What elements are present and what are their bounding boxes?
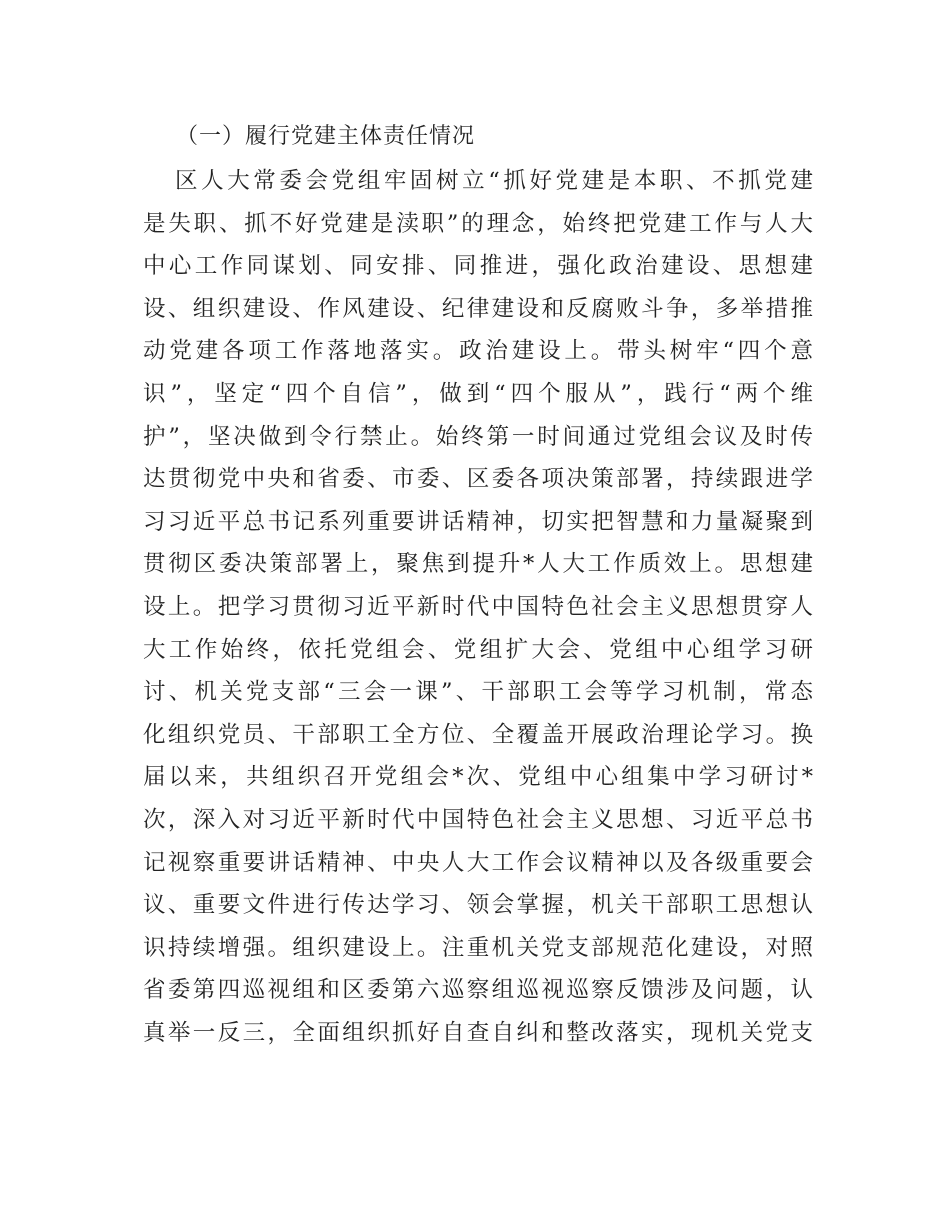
paragraph-line: 设、组织建设、作风建设、纪律建设和反腐败斗争，多举措推 <box>143 295 813 322</box>
paragraph-line: 动党建各项工作落地落实。政治建设上。带头树牢“四个意 <box>143 338 813 365</box>
paragraph-line: 设上。把学习贯彻习近平新时代中国特色社会主义思想贯穿人 <box>143 593 813 620</box>
paragraph-line: 区人大常委会党组牢固树立“抓好党建是本职、不抓党建 <box>175 168 813 194</box>
paragraph-line: 次，深入对习近平新时代中国特色社会主义思想、习近平总书 <box>143 806 813 833</box>
paragraph-line: 中心工作同谋划、同安排、同推进，强化政治建设、思想建 <box>143 253 813 280</box>
paragraph-line: 记视察重要讲话精神、中央人大工作会议精神以及各级重要会 <box>143 849 813 876</box>
paragraph-line: 识持续增强。组织建设上。注重机关党支部规范化建设，对照 <box>143 934 813 961</box>
paragraph-line: 识”，坚定“四个自信”，做到“四个服从”，践行“两个维 <box>143 380 813 407</box>
paragraph-line: 大工作始终，依托党组会、党组扩大会、党组中心组学习研 <box>143 636 813 663</box>
paragraph-line: 真举一反三，全面组织抓好自查自纠和整改落实，现机关党支 <box>143 1019 813 1046</box>
paragraph-line: 议、重要文件进行传达学习、领会掌握，机关干部职工思想认 <box>143 892 813 919</box>
paragraph-line: 化组织党员、干部职工全方位、全覆盖开展政治理论学习。换 <box>143 721 813 748</box>
section-heading: （一）履行党建主体责任情况 <box>176 124 476 149</box>
paragraph-line: 届以来，共组织召开党组会*次、党组中心组集中学习研讨* <box>143 764 813 791</box>
paragraph-line: 讨、机关党支部“三会一课”、干部职工会等学习机制，常态 <box>143 679 813 706</box>
paragraph-line: 习习近平总书记系列重要讲话精神，切实把智慧和力量凝聚到 <box>143 508 813 535</box>
paragraph-line: 达贯彻党中央和省委、市委、区委各项决策部署，持续跟进学 <box>143 466 813 493</box>
body-paragraph <box>143 160 813 1054</box>
paragraph-line: 是失职、抓不好党建是渎职”的理念，始终把党建工作与人大 <box>143 210 813 237</box>
paragraph-line: 护”，坚决做到令行禁止。始终第一时间通过党组会议及时传 <box>143 423 813 450</box>
paragraph-line: 贯彻区委决策部署上，聚焦到提升*人大工作质效上。思想建 <box>143 551 813 578</box>
paragraph-line: 省委第四巡视组和区委第六巡察组巡视巡察反馈涉及问题，认 <box>143 977 813 1004</box>
